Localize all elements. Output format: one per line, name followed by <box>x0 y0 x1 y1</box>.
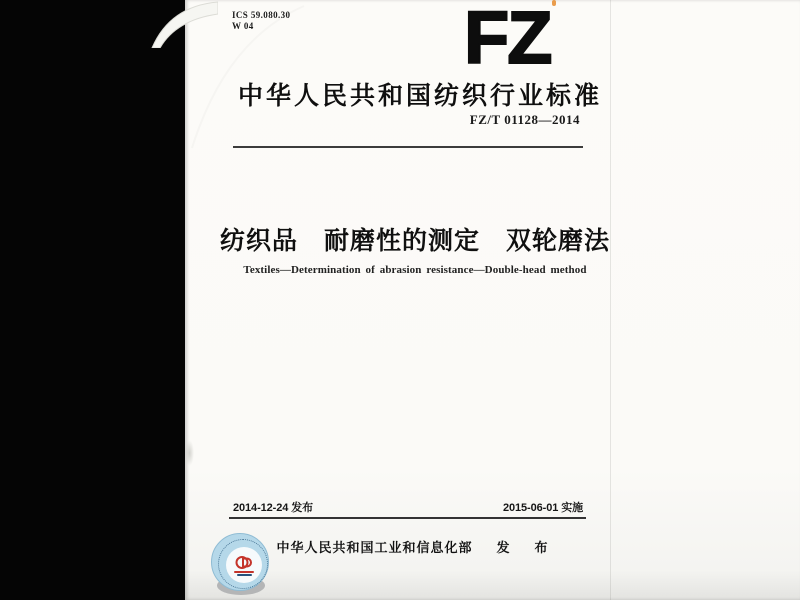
stamp-inner-circle <box>226 547 262 583</box>
stamp-text-line-red <box>234 571 254 573</box>
stamp-outer-ring <box>211 533 269 591</box>
footer-divider <box>229 517 586 519</box>
fz-standard-logo: FZ <box>464 0 551 79</box>
ics-class-code: W 04 <box>232 21 254 31</box>
standard-number: FZ/T 01128—2014 <box>469 112 580 127</box>
masthead-divider <box>233 146 583 148</box>
stamp-emblem-icon <box>235 555 253 570</box>
publisher-row <box>215 537 615 556</box>
publish-label: 发 布 <box>496 540 554 555</box>
publisher-name: 中华人民共和国工业和信息化部 <box>276 540 473 555</box>
stamp-text-line-blue <box>237 574 252 576</box>
ics-code: ICS 59.080.30 <box>232 10 291 20</box>
certification-stamp <box>208 531 274 599</box>
scan-speck <box>552 0 556 6</box>
ics-code-block <box>232 10 290 32</box>
page-edge-seam <box>610 0 611 600</box>
scanner-black-margin <box>0 0 186 600</box>
implementation-date: 2015-06-01 实施 <box>502 502 583 514</box>
document-title-chinese: 纺织品 耐磨性的测定 双轮磨法 <box>219 227 610 255</box>
document-title-english: Textiles—Determination of abrasion resistance—Double-head method <box>243 264 587 276</box>
scan-smudge <box>185 440 194 466</box>
standard-heading: 中华人民共和国纺织行业标准 <box>238 82 603 110</box>
issue-date: 2014-12-24 发布 <box>233 502 314 514</box>
